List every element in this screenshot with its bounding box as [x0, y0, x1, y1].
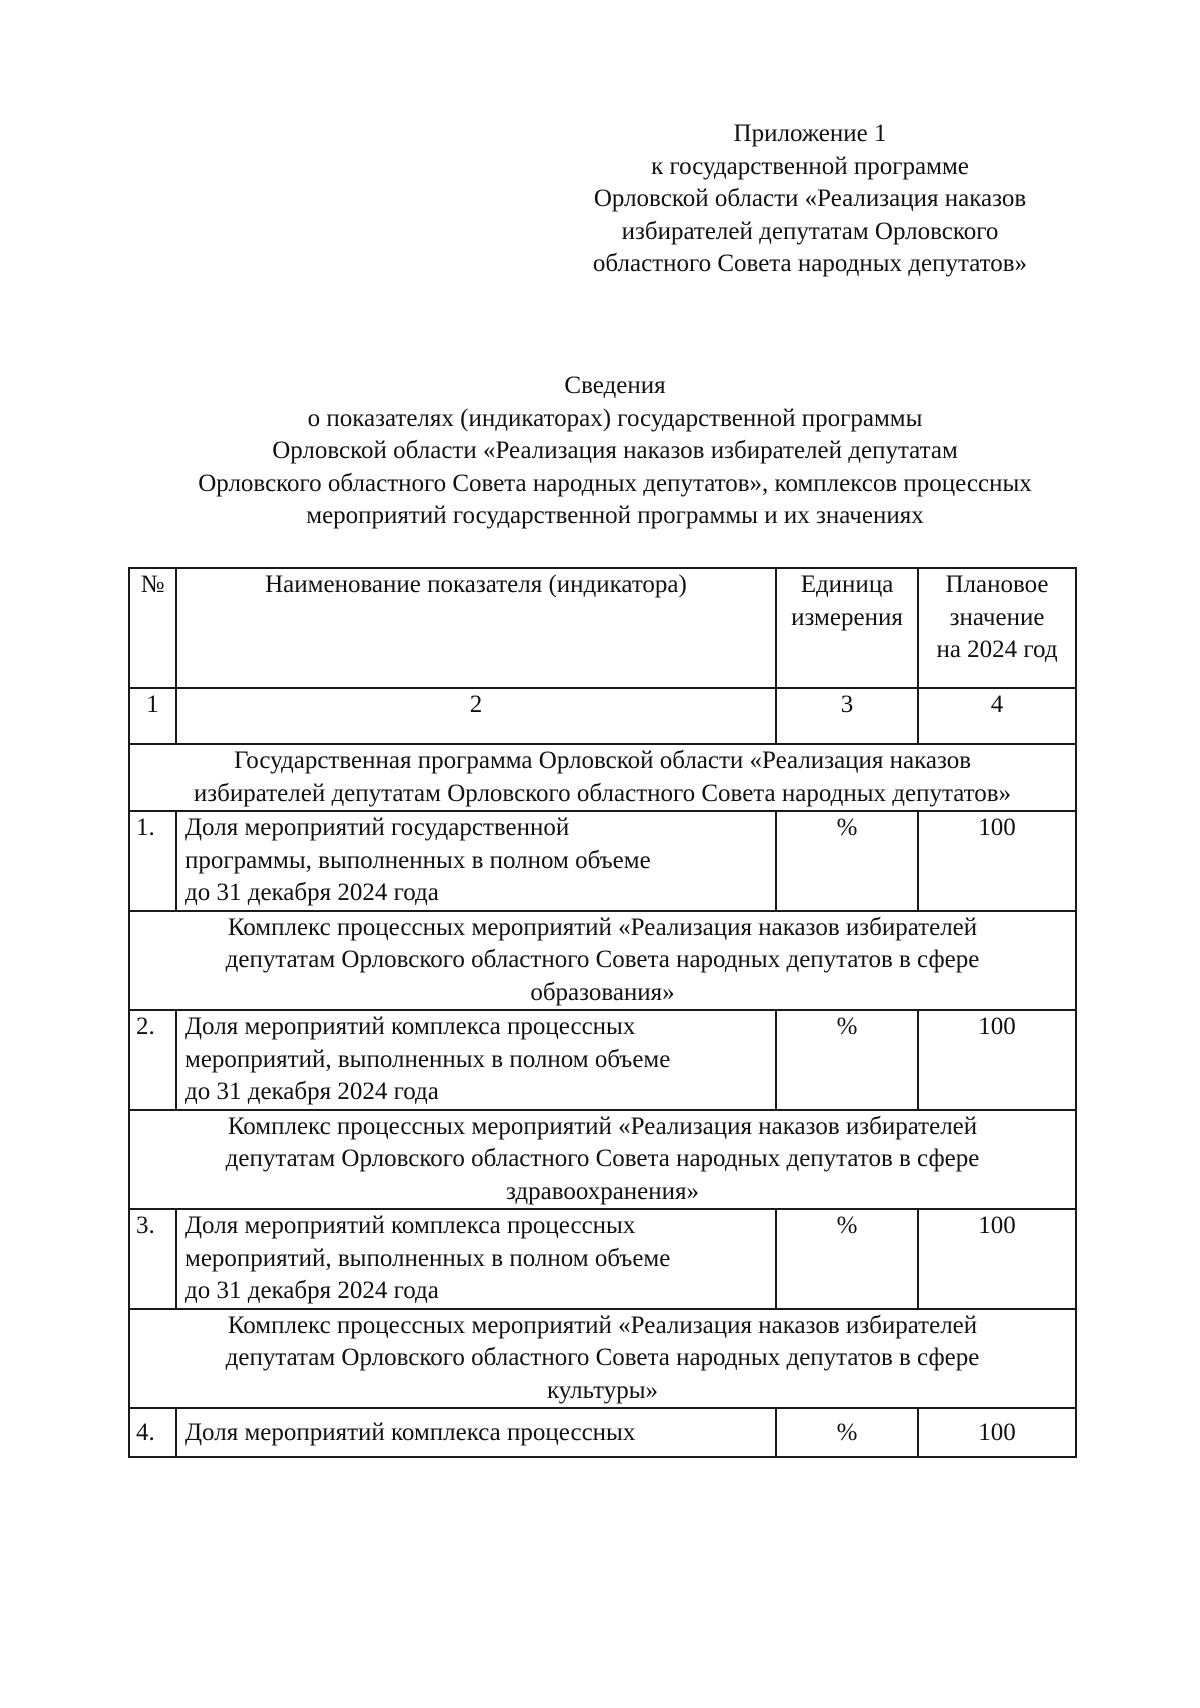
- table-row: [129, 1408, 1076, 1457]
- header-unit: [776, 568, 918, 688]
- indicator-name: [176, 811, 776, 911]
- column-number: 1: [129, 688, 176, 744]
- planned-value-cell: 100: [918, 1408, 1076, 1457]
- indicator-name: [176, 1010, 776, 1110]
- unit-cell: %: [776, 1209, 918, 1309]
- table-header-row: [129, 568, 1076, 688]
- indicators-table: [128, 567, 1077, 1458]
- planned-value-cell: 100: [918, 1209, 1076, 1309]
- planned-value-cell: 100: [918, 1010, 1076, 1110]
- indicator-name-line: мероприятий, выполненных в полном объеме: [185, 1244, 671, 1272]
- heading-line: мероприятий государственной программы и их значениях: [306, 502, 924, 529]
- document-heading: [120, 370, 1110, 533]
- indicator-name-line: Доля мероприятий комплекса процессных: [185, 1419, 636, 1446]
- complex-section-row: [129, 1110, 1076, 1210]
- section-line: Комплекс процессных мероприятий «Реализация наказов избирателей: [227, 1311, 978, 1339]
- unit-cell: %: [776, 811, 918, 911]
- section-line: Комплекс процессных мероприятий «Реализация наказов избирателей: [227, 1112, 978, 1140]
- appendix-block: [560, 118, 1060, 281]
- indicator-name: [176, 1408, 776, 1457]
- section-line: избирателей депутатам Орловского областного Совета народных депутатов»: [193, 779, 1012, 807]
- indicator-name-line: до 31 декабря 2024 года: [185, 879, 439, 906]
- column-number: 3: [776, 688, 918, 744]
- section-line: депутатам Орловского областного Совета народных депутатов в сфере: [225, 1145, 980, 1172]
- complex-section-title: [129, 1309, 1076, 1409]
- appendix-line: Приложение 1: [733, 120, 887, 147]
- heading-line: о показателях (индикаторах) государственной программы: [307, 404, 923, 432]
- row-number: 1.: [129, 811, 176, 911]
- table-row: [129, 1209, 1076, 1309]
- complex-section-title: [129, 911, 1076, 1011]
- table-row: [129, 811, 1076, 911]
- program-section-title: [129, 744, 1076, 811]
- section-line: депутатам Орловского областного Совета народных депутатов в сфере: [225, 946, 980, 973]
- header-unit-line: измерения: [791, 603, 903, 631]
- indicator-name-line: до 31 декабря 2024 года: [185, 1078, 439, 1105]
- appendix-line: Орловской области «Реализация наказов: [593, 185, 1027, 212]
- header-unit-line: Единица: [800, 571, 894, 598]
- heading-line: Орловской области «Реализация наказов избирателей депутатам: [272, 437, 958, 464]
- section-line: здравоохранения»: [505, 1177, 700, 1205]
- indicator-name-line: Доля мероприятий государственной: [185, 814, 570, 841]
- complex-section-title: [129, 1110, 1076, 1210]
- table-row: [129, 1010, 1076, 1110]
- heading-line: Орловского областного Совета народных депутатов», комплексов процессных: [198, 469, 1032, 497]
- header-number: №: [129, 568, 176, 688]
- header-indicator-name: Наименование показателя (индикатора): [176, 568, 776, 688]
- column-number: 2: [176, 688, 776, 744]
- appendix-line: областного Совета народных депутатов»: [592, 250, 1028, 277]
- row-number: 4.: [129, 1408, 176, 1457]
- section-line: депутатам Орловского областного Совета народных депутатов в сфере: [225, 1344, 980, 1371]
- indicator-name-line: Доля мероприятий комплекса процессных: [185, 1013, 636, 1040]
- column-number-row: [129, 688, 1076, 744]
- header-planned-value: [918, 568, 1076, 688]
- section-line: образования»: [530, 978, 675, 1006]
- column-number: 4: [918, 688, 1076, 744]
- appendix-line: избирателей депутатам Орловского: [621, 217, 999, 245]
- heading-title: Сведения: [564, 372, 666, 399]
- indicator-name-line: программы, выполненных в полном объеме: [185, 846, 651, 874]
- complex-section-row: [129, 911, 1076, 1011]
- indicator-name-line: мероприятий, выполненных в полном объеме: [185, 1045, 671, 1073]
- row-number: 3.: [129, 1209, 176, 1309]
- section-line: Комплекс процессных мероприятий «Реализация наказов избирателей: [227, 913, 978, 941]
- appendix-line: к государственной программе: [651, 152, 969, 180]
- indicator-name-line: до 31 декабря 2024 года: [185, 1277, 439, 1304]
- planned-value-cell: 100: [918, 811, 1076, 911]
- unit-cell: %: [776, 1010, 918, 1110]
- unit-cell: %: [776, 1408, 918, 1457]
- row-number: 2.: [129, 1010, 176, 1110]
- header-value-line: значение: [949, 603, 1045, 631]
- program-section-row: [129, 744, 1076, 811]
- section-line: культуры»: [546, 1376, 658, 1404]
- complex-section-row: [129, 1309, 1076, 1409]
- indicator-name-line: Доля мероприятий комплекса процессных: [185, 1212, 636, 1239]
- header-value-line: Плановое: [945, 571, 1049, 598]
- indicator-name: [176, 1209, 776, 1309]
- header-value-line: на 2024 год: [936, 636, 1058, 663]
- section-line: Государственная программа Орловской области «Реализация наказов: [233, 747, 972, 774]
